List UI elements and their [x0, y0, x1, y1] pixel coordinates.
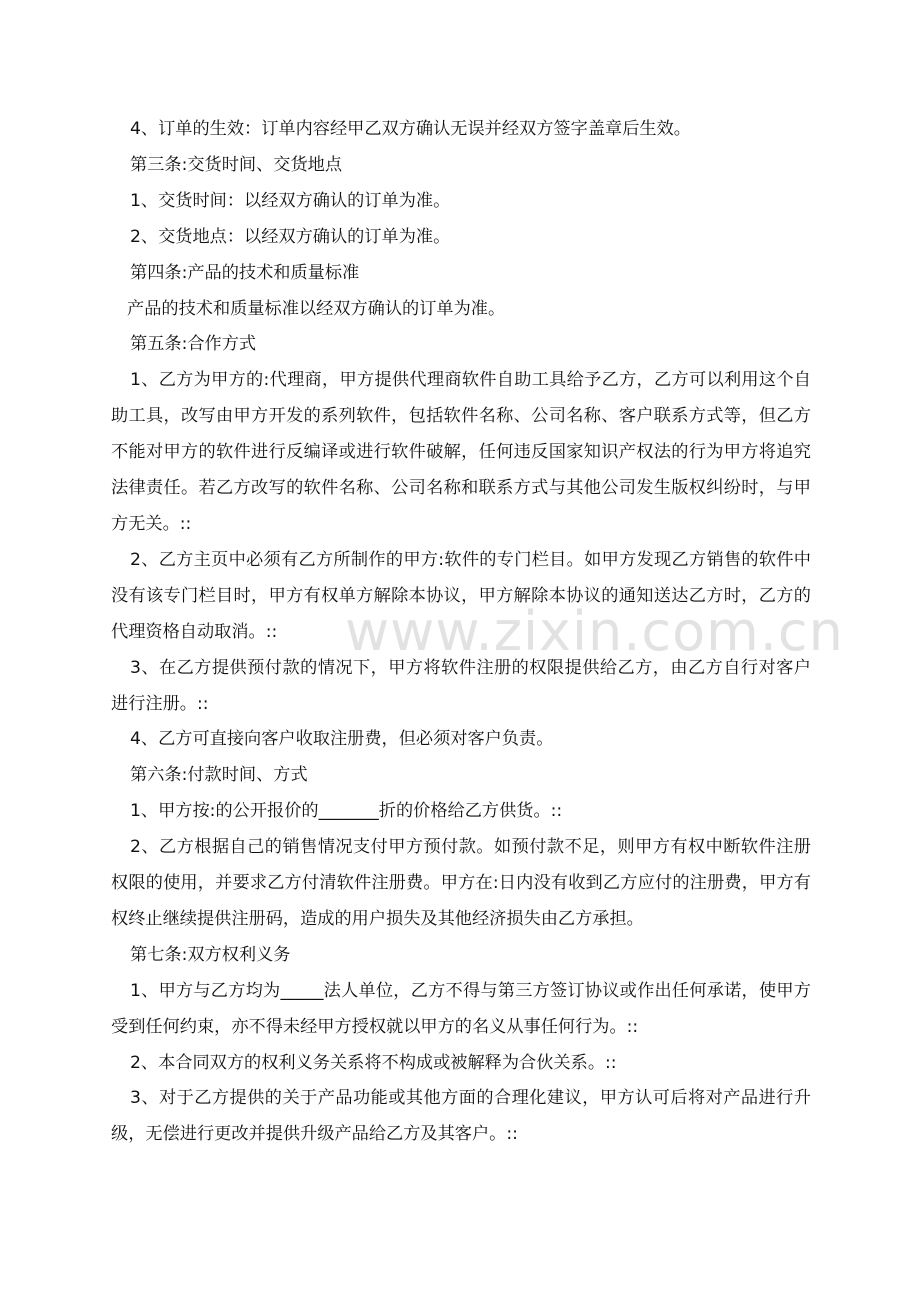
heading-article-4: 第四条:产品的技术和质量标准	[130, 262, 360, 283]
paragraph-payment-2: 2、乙方根据自己的销售情况支付甲方预付款。如预付款不足，则甲方有权中断软件注册权限的使用，并要求乙方付清软件注册费。甲方在:日内没有收到乙方应付的注册费，甲方有权终止继续提供注册码，造成的用户损失及其他经济损失由乙方承担。	[111, 837, 811, 929]
paragraph-cooperation-4: 4、乙方可直接向客户收取注册费，但必须对客户负责。	[130, 729, 554, 750]
paragraph-rights-3: 3、对于乙方提供的关于产品功能或其他方面的合理化建议，甲方认可后将对产品进行升级，无偿进行更改并提供升级产品给乙方及其客户。::	[111, 1088, 811, 1145]
heading-article-6: 第六条:付款时间、方式	[130, 765, 308, 786]
paragraph-order-effect: 4、订单的生效：订单内容经甲乙双方确认无误并经双方签字盖章后生效。	[130, 119, 691, 139]
paragraph-rights-2: 2、本合同双方的权利义务关系将不构成或被解释为合伙关系。::	[130, 1052, 617, 1073]
paragraph-cooperation-3: 3、在乙方提供预付款的情况下，甲方将软件注册的权限提供给乙方，由乙方自行对客户进行注册。::	[111, 657, 811, 714]
paragraph-quality-standard: 产品的技术和质量标准以经双方确认的订单为准。	[127, 298, 506, 319]
document-body	[111, 112, 811, 1153]
paragraph-cooperation-2: 2、乙方主页中必须有乙方所制作的甲方:软件的专门栏目。如甲方发现乙方销售的软件中没有该专门栏目时，甲方有权单方解除本协议，甲方解除本协议的通知送达乙方时，乙方的代理资格自动取消。::	[111, 549, 811, 642]
paragraph-cooperation-1: 1、乙方为甲方的:代理商，甲方提供代理商软件自助工具给予乙方，乙方可以利用这个自助工具，改写由甲方开发的系列软件，包括软件名称、公司名称、客户联系方式等，但乙方不能对甲方的软件进行反编译或进行软件破解，任何违反国家知识产权法的行为甲方将追究法律责任。若乙方改写的软件名称、公司名称和联系方式与其他公司发生版权纠纷时，与甲方无关。::	[111, 370, 811, 534]
paragraph-delivery-place: 2、交货地点：以经双方确认的订单为准。	[130, 226, 451, 247]
paragraph-payment-1: 1、甲方按:的公开报价的_______折的价格给乙方供货。::	[130, 801, 563, 822]
heading-article-7: 第七条:双方权利义务	[130, 944, 291, 965]
heading-article-3: 第三条:交货时间、交货地点	[130, 154, 343, 175]
paragraph-rights-1: 1、甲方与乙方均为_____法人单位，乙方不得与第三方签订协议或作出任何承诺，使甲方受到任何约束，亦不得未经甲方授权就以甲方的名义从事任何行为。::	[111, 980, 811, 1037]
paragraph-delivery-time: 1、交货时间：以经双方确认的订单为准。	[130, 190, 451, 211]
heading-article-5: 第五条:合作方式	[130, 334, 257, 355]
watermark: www.zixin.com.cn	[345, 600, 844, 663]
